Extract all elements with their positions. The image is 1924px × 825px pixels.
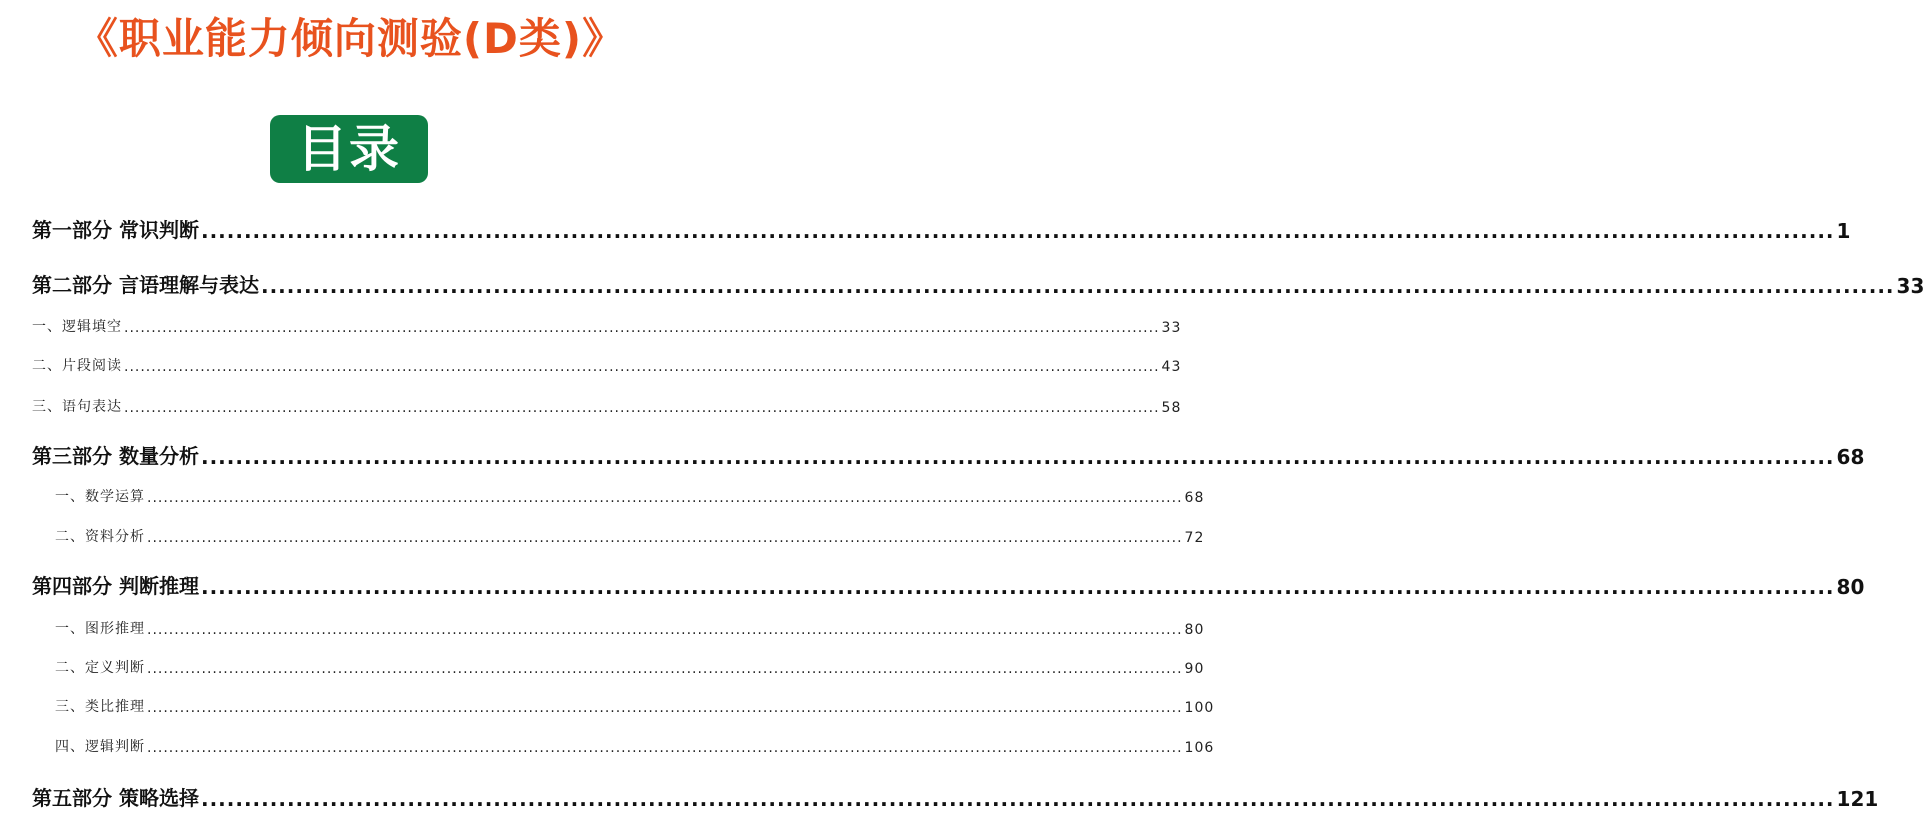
dot-leader: ..............................................................................................................................................................................................	[147, 490, 1183, 506]
toc-entry-part-1[interactable]	[32, 214, 1851, 243]
dot-leader: ..............................................................................................................................................................................................	[200, 219, 1835, 243]
toc-entry-section[interactable]	[32, 355, 1182, 375]
toc-entry-section[interactable]	[55, 696, 1215, 716]
entry-page-number: 121	[1836, 787, 1879, 811]
entry-label: 第五部分 策略选择	[32, 786, 199, 810]
entry-label: 第一部分 常识判断	[32, 218, 199, 242]
entry-page-number: 68	[1836, 445, 1865, 469]
toc-entry-section[interactable]	[55, 618, 1205, 638]
entry-page-number: 1	[1836, 219, 1851, 243]
toc-entry-part-4[interactable]	[32, 570, 1865, 599]
toc-entry-part-2[interactable]	[32, 269, 1924, 298]
entry-page-number: 100	[1184, 700, 1215, 716]
entry-label: 三、语句表达	[32, 399, 122, 415]
dot-leader: ..............................................................................................................................................................................................	[147, 740, 1183, 756]
dot-leader: ..............................................................................................................................................................................................	[200, 445, 1835, 469]
entry-page-number: 106	[1184, 740, 1215, 756]
entry-label: 一、数学运算	[55, 489, 145, 505]
entry-label: 三、类比推理	[55, 699, 145, 715]
entry-label: 第三部分 数量分析	[32, 444, 199, 468]
dot-leader: ..............................................................................................................................................................................................	[124, 359, 1160, 375]
toc-entry-section[interactable]	[32, 396, 1182, 416]
dot-leader: ..............................................................................................................................................................................................	[147, 622, 1183, 638]
toc-entry-section[interactable]	[55, 486, 1205, 506]
dot-leader: ..............................................................................................................................................................................................	[147, 661, 1183, 677]
entry-label: 四、逻辑判断	[55, 739, 145, 755]
toc-entry-section[interactable]	[55, 657, 1205, 677]
dot-leader: ..............................................................................................................................................................................................	[124, 320, 1160, 336]
dot-leader: ..............................................................................................................................................................................................	[260, 274, 1895, 298]
entry-page-number: 72	[1184, 530, 1205, 546]
dot-leader: ..............................................................................................................................................................................................	[200, 787, 1835, 811]
entry-label: 一、图形推理	[55, 621, 145, 637]
toc-entry-section[interactable]	[32, 316, 1182, 336]
entry-label: 第四部分 判断推理	[32, 574, 199, 598]
entry-page-number: 43	[1161, 359, 1182, 375]
book-title: 《职业能力倾向测验(D类)》	[75, 14, 626, 63]
entry-label: 二、定义判断	[55, 660, 145, 676]
dot-leader: ..............................................................................................................................................................................................	[200, 575, 1835, 599]
entry-page-number: 90	[1184, 661, 1205, 677]
entry-page-number: 33	[1161, 320, 1182, 336]
entry-page-number: 58	[1161, 400, 1182, 416]
entry-label: 第二部分 言语理解与表达	[32, 273, 259, 297]
entry-page-number: 80	[1184, 622, 1205, 638]
dot-leader: ..............................................................................................................................................................................................	[147, 700, 1183, 716]
dot-leader: ..............................................................................................................................................................................................	[147, 530, 1183, 546]
toc-entry-section[interactable]	[55, 736, 1215, 756]
toc-entry-part-3[interactable]	[32, 440, 1865, 469]
entry-page-number: 68	[1184, 490, 1205, 506]
entry-label: 二、资料分析	[55, 529, 145, 545]
entry-label: 二、片段阅读	[32, 358, 122, 374]
dot-leader: ..............................................................................................................................................................................................	[124, 400, 1160, 416]
entry-page-number: 33	[1896, 274, 1924, 298]
toc-title-badge: 目录	[270, 115, 428, 183]
entry-page-number: 80	[1836, 575, 1865, 599]
entry-label: 一、逻辑填空	[32, 319, 122, 335]
toc-entry-section[interactable]	[55, 526, 1205, 546]
toc-entry-part-5[interactable]	[32, 782, 1879, 811]
